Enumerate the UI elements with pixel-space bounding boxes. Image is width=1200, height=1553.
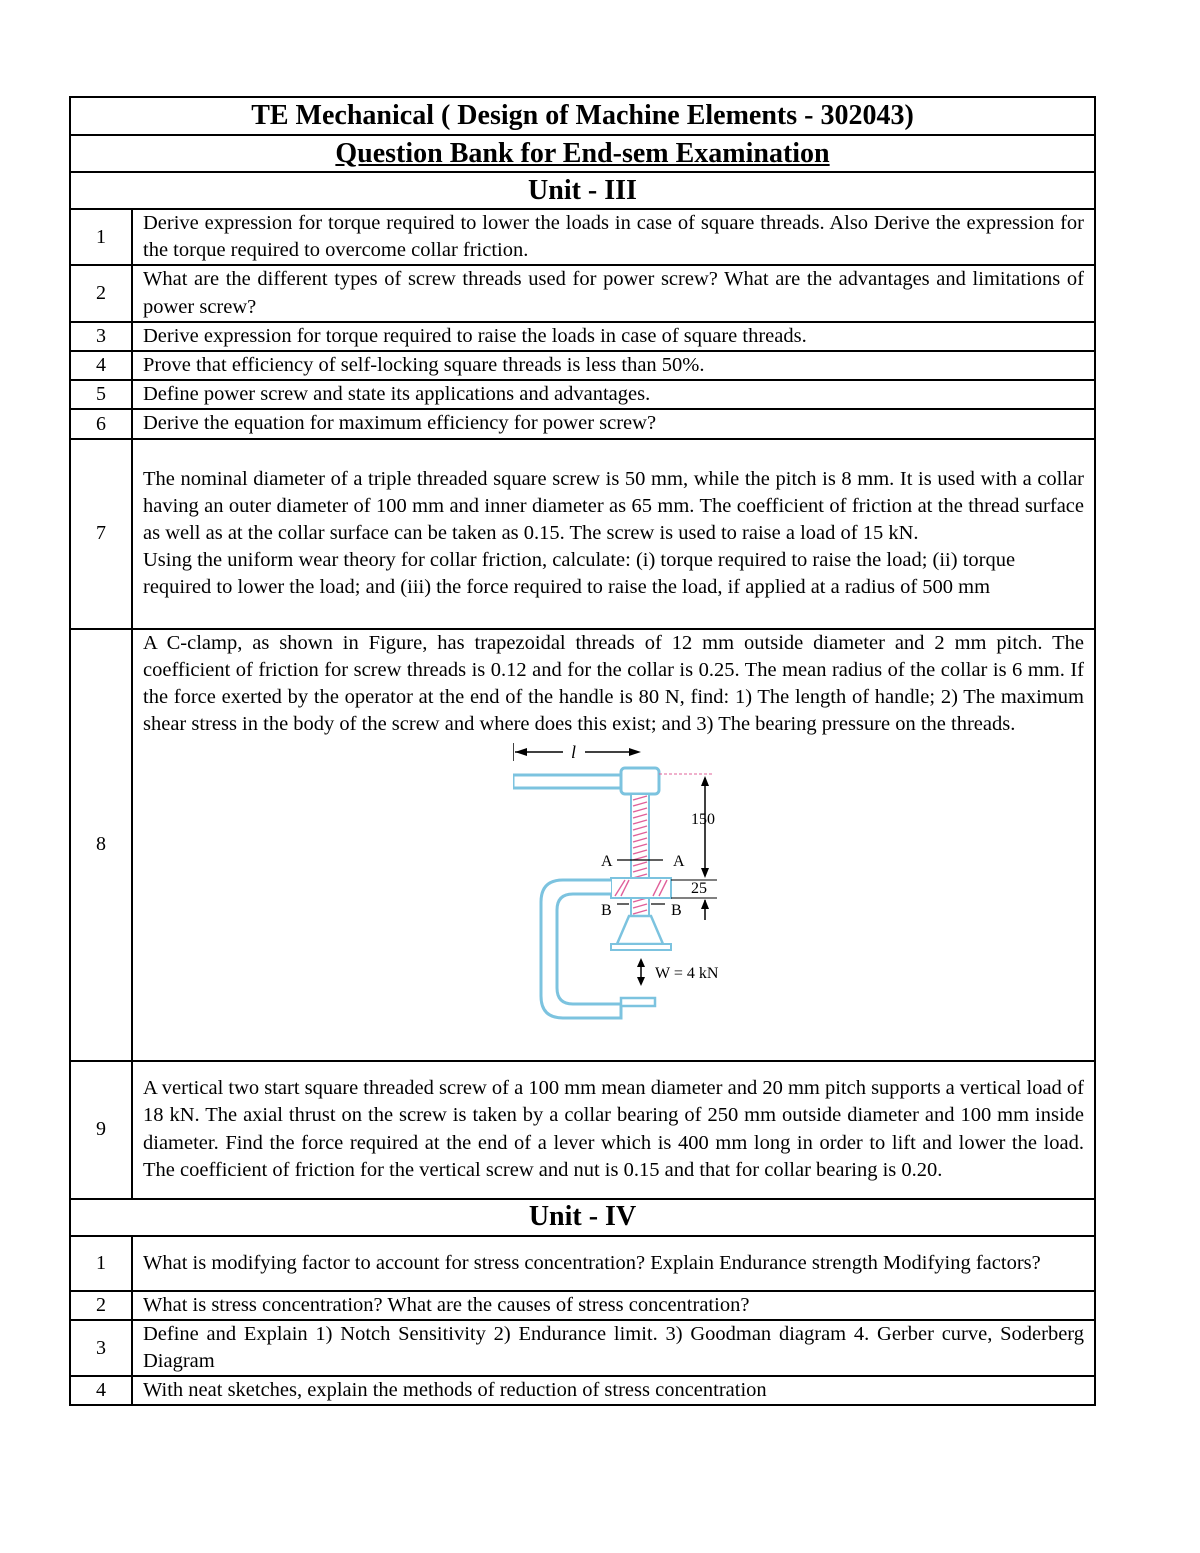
question-row [70,351,1095,380]
question-bank-table [69,96,1096,1406]
question-row [70,1236,1095,1291]
arrow-head [701,776,709,786]
label-25: 25 [691,880,707,898]
c-frame [541,880,621,1018]
question-number: 3 [70,1320,132,1376]
pad-base [611,944,671,950]
handle-head [621,768,659,794]
question-paragraph: The nominal diameter of a triple threaded square screw is 50 mm, while the pitch is 8 mm. It is used with a collar having an outer diameter of 100 mm and inner diameter as 65 mm. The coefficient of friction at the thread surface as well as at the collar surface can be taken as 0.15. The screw is used to raise a load of 15 kN. [143,467,1084,545]
question-text: What is stress concentration? What are the causes of stress concentration? [132,1291,1095,1320]
unit-heading: Unit - III [70,172,1095,209]
arrow-head [701,899,709,909]
document-subtitle: Question Bank for End-sem Examination [70,135,1095,172]
label-b-left: B [601,902,612,920]
arrow-head [515,748,527,756]
label-b-right: B [671,902,682,920]
question-number: 7 [70,439,132,629]
unit-heading: Unit - IV [70,1199,1095,1236]
question-number: 9 [70,1061,132,1199]
question-text: With neat sketches, explain the methods of reduction of stress concentration [132,1376,1095,1405]
question-row [70,1291,1095,1320]
question-number: 3 [70,322,132,351]
question-row [70,629,1095,1061]
question-text: Define power screw and state its applications and advantages. [132,380,1095,409]
question-row [70,439,1095,629]
question-text: Derive expression for torque required to raise the loads in case of square threads. [132,322,1095,351]
arrow-head [701,868,709,878]
question-text [132,439,1095,629]
question-number: 5 [70,380,132,409]
label-a-left: A [601,853,613,871]
question-row [70,209,1095,265]
question-row [70,322,1095,351]
question-number: 2 [70,265,132,321]
question-row [70,1061,1095,1199]
question-paragraph: A C-clamp, as shown in Figure, has trapezoidal threads of 12 mm outside diameter and 2 mm pitch. The coefficient of friction for screw threads is 0.12 and for the collar is 0.25. The mean radius of the collar is 6 mm. If the force exerted by the operator at the end of the handle is 80 N, find: 1) The length of handle; 2) The maximum shear stress in the body of the screw and where does this exist; and 3) The bearing pressure on the threads. [143,631,1084,736]
question-number: 6 [70,409,132,438]
arrow-head [637,977,645,986]
question-text: What is modifying factor to account for stress concentration? Explain Endurance strength Modifying factors? [132,1236,1095,1291]
label-150: 150 [691,811,715,829]
question-row [70,1376,1095,1405]
question-row [70,265,1095,321]
question-row [70,1320,1095,1376]
question-number: 1 [70,209,132,265]
question-text: Define and Explain 1) Notch Sensitivity 2) Endurance limit. 3) Goodman diagram 4. Gerber curve, Soderberg Diagram [132,1320,1095,1376]
question-number: 4 [70,1376,132,1405]
anvil [621,998,655,1006]
question-number: 8 [70,629,132,1061]
question-text: Derive expression for torque required to lower the loads in case of square threads. Also Derive the expression for the torque required to overcome collar friction. [132,209,1095,265]
question-text: Derive the equation for maximum efficiency for power screw? [132,409,1095,438]
question-number: 2 [70,1291,132,1320]
question-number: 4 [70,351,132,380]
arrow-head [629,748,641,756]
label-l: l [571,742,577,763]
question-row [70,380,1095,409]
question-row [70,409,1095,438]
question-text: What are the different types of screw threads used for power screw? What are the advantages and limitations of power screw? [132,265,1095,321]
question-text: Prove that efficiency of self-locking square threads is less than 50%. [132,351,1095,380]
c-clamp-diagram [513,738,773,1034]
question-number: 1 [70,1236,132,1291]
label-load: W = 4 kN [655,965,719,983]
label-a-right: A [673,853,685,871]
handle [513,775,625,788]
question-text: A vertical two start square threaded screw of a 100 mm mean diameter and 20 mm pitch supports a vertical load of 18 kN. The axial thrust on the screw is taken by a collar bearing of 250 mm outside diameter and 100 mm inside diameter. Find the force required at the end of a lever which is 400 mm long in order to lift and lower the load. The coefficient of friction for the vertical screw and nut is 0.15 and that for collar bearing is 0.20. [132,1061,1095,1199]
document-title: TE Mechanical ( Design of Machine Elements - 302043) [70,97,1095,135]
arrow-head [637,958,645,967]
question-text [132,629,1095,1061]
swivel-pad [617,916,663,944]
c-clamp-figure [143,738,1084,1038]
question-paragraph: Using the uniform wear theory for collar friction, calculate: (i) torque required to raise the load; (ii) torque required to lower the load; and (iii) the force required to raise the load, if applied at a radius of 500 mm [143,549,1016,599]
